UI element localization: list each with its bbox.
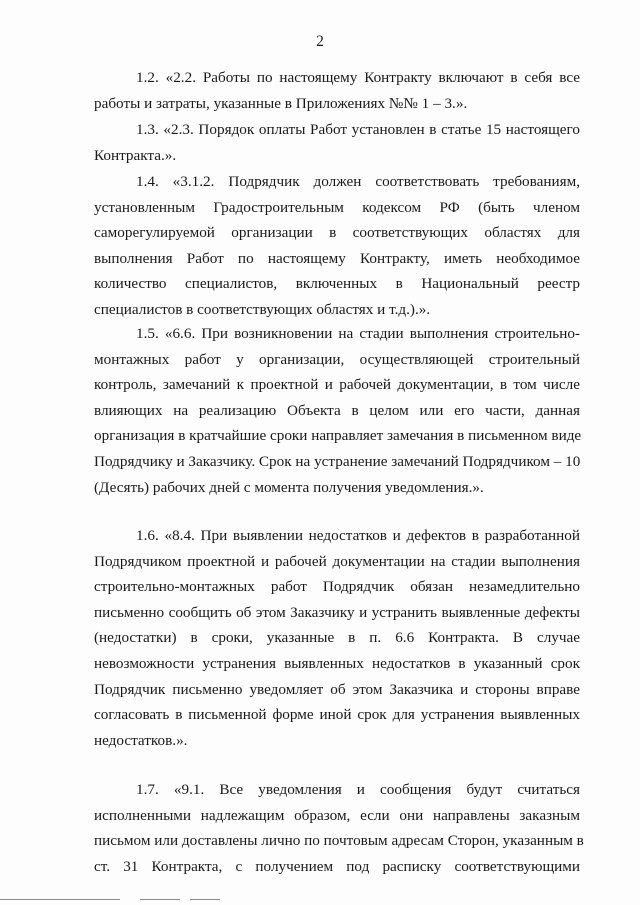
text-line: саморегулируемой организации в соответствующих областях для — [94, 224, 580, 242]
text-line: согласовать в письменной форме иной срок для устранения выявленных — [94, 706, 580, 724]
text-line: исполненными надлежащим образом, если они направлены заказным — [94, 806, 580, 824]
scan-edge-marks — [0, 898, 640, 902]
paragraph-5 — [94, 523, 580, 753]
paragraph-3 — [94, 169, 580, 323]
text-line: выполнения Работ по настоящему Контракту, иметь необходимое — [94, 249, 580, 267]
paragraph-4 — [94, 321, 580, 500]
text-line: работы и затраты, указанные в Приложениях №№ 1 – 3.». — [94, 94, 468, 112]
text-line: недостатков.». — [94, 731, 188, 749]
text-line: письменно сообщить об этом Заказчику и устранить выявленные дефекты — [94, 603, 580, 621]
text-line: 1.5. «6.6. При возникновении на стадии выполнения строительно- — [136, 325, 580, 342]
text-line: организация в кратчайшие сроки направляет замечания в письменном виде — [94, 427, 582, 445]
text-line: контроль, замечаний к проектной и рабочей документации, в том числе — [94, 376, 580, 394]
text-line: установленным Градостроительным кодексом РФ (быть членом — [94, 198, 580, 216]
text-line: монтажных работ у организации, осуществляющей строительный — [94, 350, 580, 368]
text-line: 1.2. «2.2. Работы по настоящему Контракту включают в себя все — [136, 69, 580, 86]
page-number: 2 — [316, 33, 324, 50]
text-line: 1.4. «3.1.2. Подрядчик должен соответствовать требованиям, — [136, 173, 580, 190]
text-line: невозможности устранения выявленных недостатков в указанный срок — [94, 654, 580, 672]
text-line: 1.7. «9.1. Все уведомления и сообщения будут считаться — [136, 781, 580, 798]
paragraph-1 — [94, 65, 580, 116]
text-line: Подрядчиком проектной и рабочей документации на стадии выполнения — [94, 552, 580, 570]
text-line: строительно-монтажных работ Подрядчик обязан незамедлительно — [94, 578, 580, 596]
text-line: количество специалистов, включенных в Национальный реестр — [94, 275, 580, 293]
text-line: (недостатки) в сроки, указанные в п. 6.6 Контракта. В случае — [94, 629, 580, 647]
text-line: 1.3. «2.3. Порядок оплаты Работ установлен в статье 15 настоящего — [136, 121, 580, 138]
text-line: специалистов в соответствующих областях и т.д.).». — [94, 300, 431, 318]
text-line: (Десять) рабочих дней с момента получения уведомления.». — [94, 478, 484, 496]
paragraph-2 — [94, 117, 580, 168]
text-line: ст. 31 Контракта, с получением под расписку соответствующими — [94, 857, 580, 875]
text-line: 1.6. «8.4. При выявлении недостатков и дефектов в разработанной — [136, 527, 580, 544]
paragraph-6 — [94, 777, 584, 879]
text-line: Подрядчик письменно уведомляет об этом Заказчика и стороны вправе — [94, 680, 580, 698]
text-line: письмом или доставлены лично по почтовым адресам Сторон, указанным в — [94, 832, 584, 850]
text-line: Подрядчику и Заказчику. Срок на устранение замечаний Подрядчиком – 10 — [94, 452, 581, 470]
text-line: влияющих на реализацию Объекта в целом или его части, данная — [94, 401, 580, 419]
text-line: Контракта.». — [94, 146, 177, 164]
